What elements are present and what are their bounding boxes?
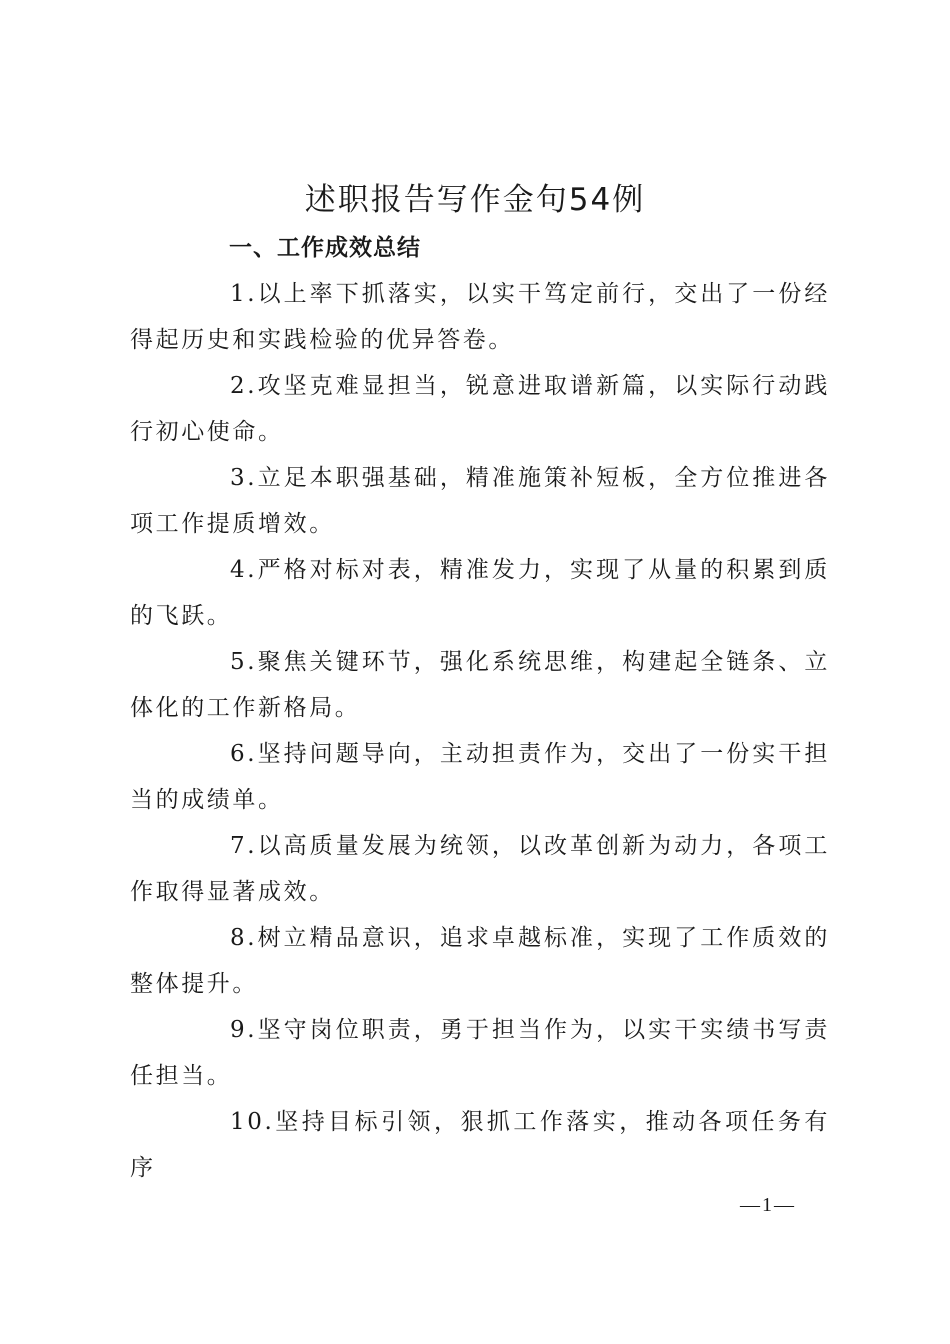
page-number: —1—: [740, 1194, 796, 1216]
list-item: 6.坚持问题导向，主动担责作为，交出了一份实干担当的成绩单。: [130, 741, 830, 813]
list-item: 2.攻坚克难显担当，锐意进取谱新篇，以实际行动践行初心使命。: [130, 373, 830, 445]
list-item: 10.坚持目标引领，狠抓工作落实，推动各项任务有序: [130, 1109, 830, 1181]
list-item: 5.聚焦关键环节，强化系统思维，构建起全链条、立体化的工作新格局。: [130, 649, 830, 721]
list-item: 9.坚守岗位职责，勇于担当作为，以实干实绩书写责任担当。: [130, 1017, 830, 1089]
list-item: 8.树立精品意识，追求卓越标准，实现了工作质效的整体提升。: [130, 925, 830, 997]
section-heading: 一、工作成效总结: [229, 235, 421, 261]
list-item: 4.严格对标对表，精准发力，实现了从量的积累到质的飞跃。: [130, 557, 830, 629]
list-item: 7.以高质量发展为统领，以改革创新为动力，各项工作取得显著成效。: [130, 833, 830, 905]
list-item: 3.立足本职强基础，精准施策补短板，全方位推进各项工作提质增效。: [130, 465, 830, 537]
list-item: 1.以上率下抓落实，以实干笃定前行，交出了一份经得起历史和实践检验的优异答卷。: [130, 281, 830, 353]
document-title: 述职报告写作金句54例: [304, 182, 646, 218]
section-body: [130, 271, 830, 1191]
